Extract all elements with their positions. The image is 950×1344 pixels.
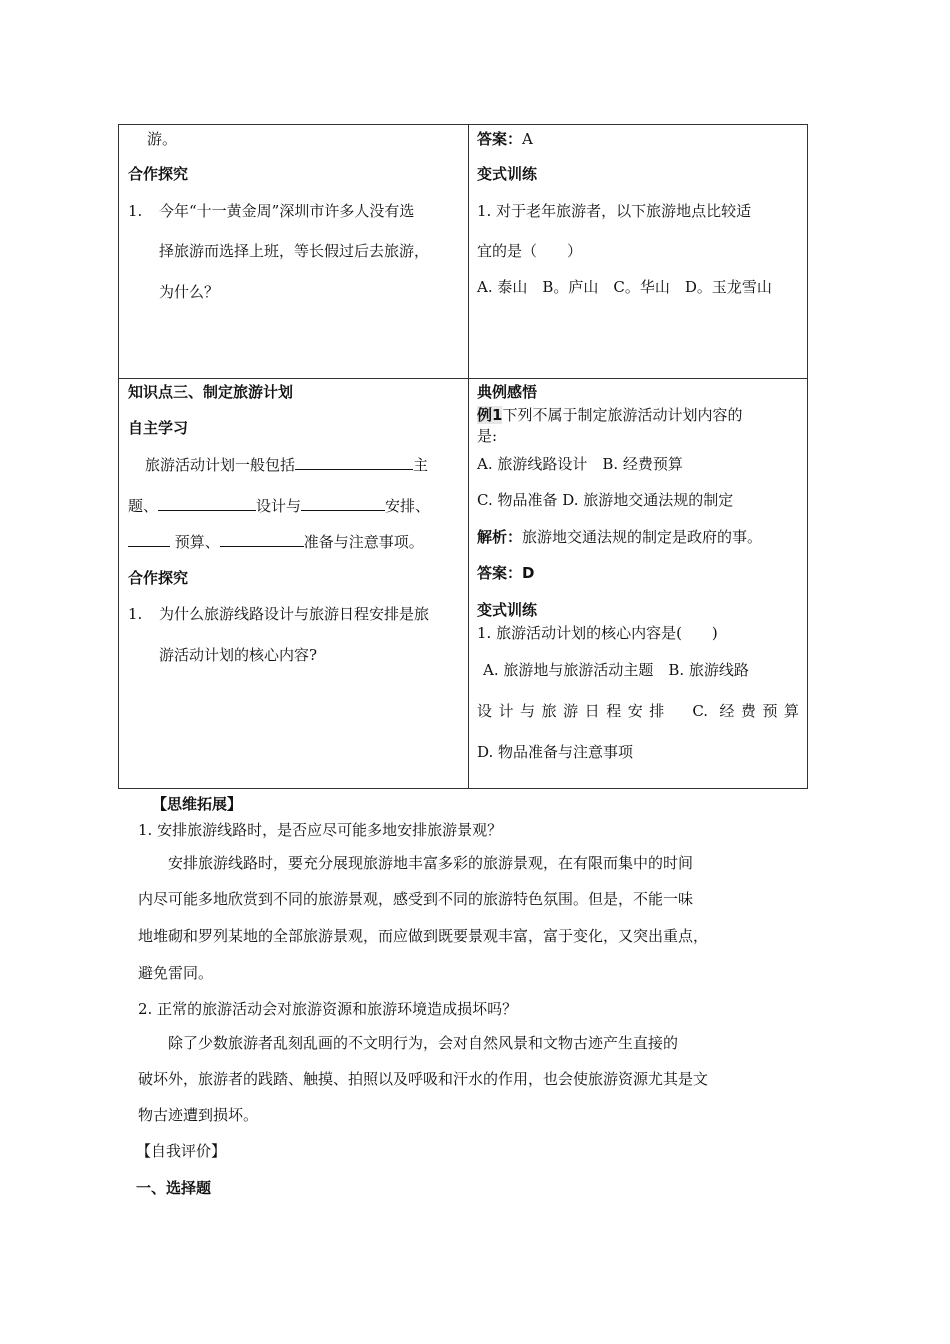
example-label: 例1 [477,406,503,424]
question-line-1: 为什么旅游线路设计与旅游日程安排是旅 [159,605,430,623]
extension-title: 【思维拓展】 [152,795,243,813]
cell-r1-right [469,125,809,378]
extension-answer-2-line-2: 破坏外，旅游者的践踏、触摸、拍照以及呼吸和汗水的作用，也会使旅游资源尤其是文 [138,1070,709,1088]
option-line-1: A. 旅游地与旅游活动主题 B. 旅游线路 [483,661,749,679]
section-heading-variant-training: 变式训练 [477,601,538,619]
answer-value: D [522,564,535,582]
cell-r2-left [119,379,468,789]
continued-text: 游。 [147,130,178,148]
fill-text: 设计与 [256,497,302,515]
answer-options: A. 泰山 B。庐山 C。华山 D。玉龙雪山 [477,278,772,296]
extension-question-2: 2. 正常的旅游活动会对旅游资源和旅游环境造成损坏吗？ [138,1000,518,1018]
blank-items[interactable] [220,531,304,547]
blank-theme[interactable] [295,454,413,470]
answer-label: 答案： [477,130,523,148]
extension-answer-2-line-3: 物古迹遭到损坏。 [138,1106,259,1124]
question-line-2: 游活动计划的核心内容? [159,646,318,664]
example-text: 下列不属于制定旅游活动计划内容的 [502,406,743,424]
analysis-text: 旅游地交通法规的制定是政府的事。 [522,528,763,546]
fill-text: 主 [413,456,429,474]
blank-schedule[interactable] [301,495,385,511]
question-line-2: 宜的是（ ） [477,242,583,260]
knowledge-point-heading: 知识点三、制定旅游计划 [128,383,294,401]
cell-r1-left [119,125,468,378]
question-line: 1. 旅游活动计划的核心内容是( ) [477,624,718,642]
extension-answer-2-line-1: 除了少数旅游者乱刻乱画的不文明行为，会对自然风景和文物古迹产生直接的 [168,1034,679,1052]
extension-answer-1-line-2: 内尽可能多地欣赏到不同的旅游景观，感受到不同的旅游特色氛围。但是，不能一味 [138,890,694,908]
question-number: 1. [128,202,143,220]
fill-blank-line-3 [128,531,424,552]
extension-answer-1-line-4: 避免雷同。 [138,964,214,982]
worksheet-table [118,124,808,789]
fill-text: 安排、 [385,497,431,515]
blank-budget[interactable] [128,531,170,547]
question-line-1: 今年“十一黄金周”深圳市许多人没有选 [159,202,415,220]
section-heading-cooperative-inquiry: 合作探究 [128,165,189,183]
section-heading-typical-example: 典例感悟 [477,383,538,401]
fill-blank-line-1 [145,454,428,475]
analysis-line [477,527,762,547]
section-heading-self-study: 自主学习 [128,419,189,437]
analysis-label: 解析： [477,528,523,546]
fill-text: 旅游活动计划一般包括 [145,456,296,474]
blank-route[interactable] [158,495,256,511]
option-line-3: D. 物品准备与注意事项 [477,743,634,761]
example-options-ab: A. 旅游线路设计 B. 经费预算 [477,455,683,473]
answer-label: 答案： [477,564,523,582]
cell-r2-right [469,379,809,789]
multiple-choice-heading: 一、选择题 [136,1179,212,1197]
question-line-1: 1. 对于老年旅游者，以下旅游地点比较适 [477,202,752,220]
question-line-2: 择旅游而选择上班，等长假过后去旅游， [159,242,430,260]
fill-text: 预算、 [174,533,220,551]
option-line-2: 设计与旅游日程安排 C. 经费预算 [477,702,799,720]
example-line-1 [477,405,742,425]
section-heading-variant-training: 变式训练 [477,165,538,183]
fill-text: 准备与注意事项。 [303,533,424,551]
section-heading-cooperative-inquiry: 合作探究 [128,569,189,587]
extension-answer-1-line-3: 地堆砌和罗列某地的全部旅游景观，而应做到既要景观丰富，富于变化，又突出重点， [138,927,709,945]
example-options-cd: C. 物品准备 D. 旅游地交通法规的制定 [477,491,734,509]
question-number: 1. [128,605,143,623]
extension-question-1: 1. 安排旅游线路时，是否应尽可能多地安排旅游景观？ [138,821,503,839]
fill-text: 题、 [128,497,159,515]
self-eval-title: 【自我评价】 [136,1142,227,1160]
answer-line [477,129,533,149]
example-line-2: 是: [477,427,498,445]
question-line-3: 为什么？ [159,283,220,301]
answer-value: A [522,130,533,148]
extension-answer-1-line-1: 安排旅游线路时，要充分展现旅游地丰富多彩的旅游景观，在有限而集中的时间 [168,854,694,872]
fill-blank-line-2 [128,495,430,516]
answer-line [477,563,534,583]
